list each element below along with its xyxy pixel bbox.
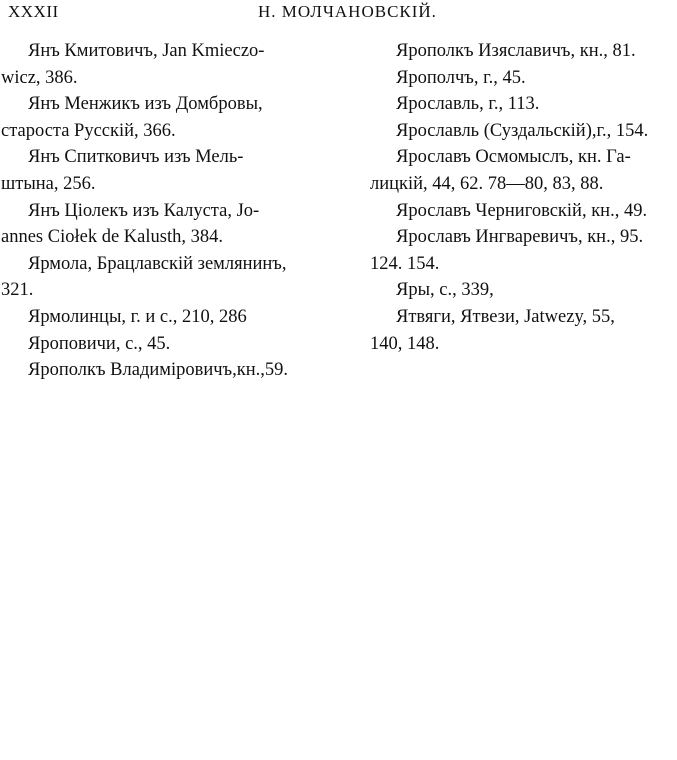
index-line: annes Ciołek de Kalusth, 384. xyxy=(1,227,223,248)
index-column-right xyxy=(370,38,674,357)
index-line: Ярмола, Брацлавскій землянинъ, xyxy=(28,253,287,274)
index-line: Янъ Спитковичъ изъ Мель- xyxy=(28,147,244,168)
running-title: Н. МОЛЧАНОВСКІЙ. xyxy=(258,2,437,21)
index-line: Ярославль, г., 113. xyxy=(396,94,540,115)
index-column-left xyxy=(1,38,304,384)
index-line: Ярославъ Черниговскій, кн., 49. xyxy=(396,200,648,221)
index-line: Янъ Кмитовичъ, Jan Kmieczо- xyxy=(28,41,265,61)
index-line: Ярополкъ Изяславичъ, кн., 81. xyxy=(396,41,636,61)
page-number: XXXII xyxy=(8,2,59,21)
index-line: Яроповичи, с., 45. xyxy=(28,333,171,354)
index-line: 321. xyxy=(1,280,34,301)
index-line: староста Русскій, 366. xyxy=(1,120,176,141)
index-line: Ятвяги, Ятвези, Jatwezy, 55, xyxy=(396,306,615,327)
index-line: 124. 154. xyxy=(370,253,440,274)
index-line: лицкій, 44, 62. 78—80, 83, 88. xyxy=(370,173,604,194)
page-header xyxy=(8,2,669,24)
index-line: Янъ Менжикъ изъ Домбровы, xyxy=(28,94,263,115)
index-line: Ярополчъ, г., 45. xyxy=(396,67,526,88)
index-line: Ярополкъ Владиміровичъ,кн.,59. xyxy=(28,360,288,381)
index-line: Ярославль (Суздальскій),г., 154. xyxy=(396,120,649,141)
index-line: Ярмолинцы, г. и с., 210, 286 xyxy=(28,306,247,327)
index-line: Яры, с., 339, xyxy=(396,280,494,301)
index-line: Ярославъ Ингваревичъ, кн., 95. xyxy=(396,227,644,248)
index-line: wicz, 386. xyxy=(1,67,78,88)
index-line: Ярославъ Осмомыслъ, кн. Га- xyxy=(396,147,631,168)
index-line: Янъ Ціолекъ изъ Калуста, Jo- xyxy=(28,200,260,221)
index-line: 140, 148. xyxy=(370,333,440,354)
index-line: штына, 256. xyxy=(1,173,96,194)
